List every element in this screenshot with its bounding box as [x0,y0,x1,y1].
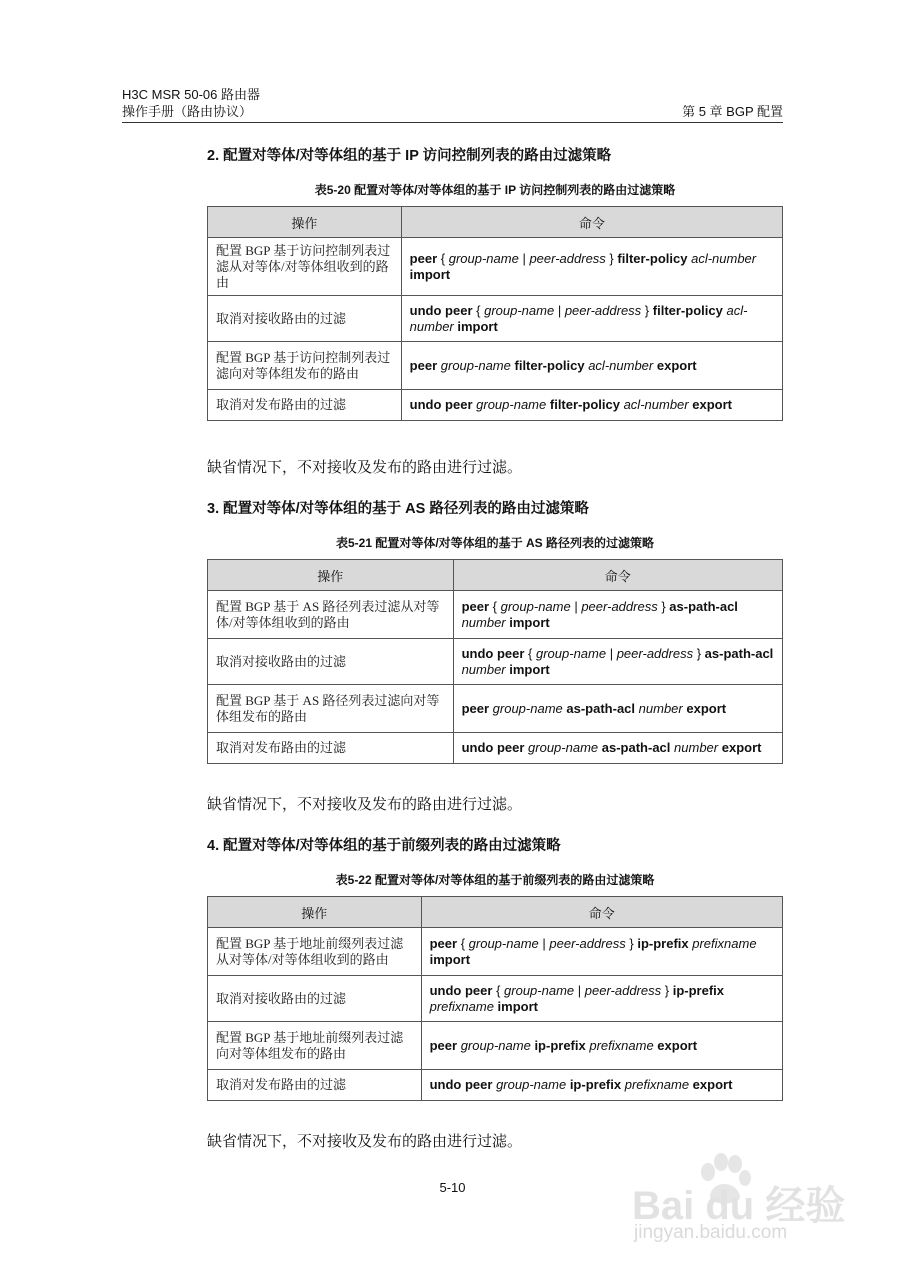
table-caption: 表5-20 配置对等体/对等体组的基于 IP 访问控制列表的路由过滤策略 [314,183,676,197]
command-cell [453,639,782,685]
command-cell [421,1022,782,1070]
command-argument: group-name [535,645,607,661]
command-keyword: filter-policy [514,357,585,373]
operation-cell: 取消对发布路由的过滤 [208,733,454,764]
product-name: H3C MSR 50-06 路由器 [122,87,260,102]
command-punctuation: | [538,935,550,951]
command-keyword: import [497,998,538,1014]
column-header-command: 命令 [453,560,782,591]
command-keyword: peer [409,250,438,266]
command-argument: peer-address [529,250,606,266]
command-punctuation: { [457,935,469,951]
command-argument: group-name [460,1037,531,1053]
operation-cell: 配置 BGP 基于 AS 路径列表过滤向对等体组发布的路由 [208,685,454,733]
command-argument: group-name [496,1077,567,1092]
operation-cell: 取消对接收路由的过滤 [208,976,422,1022]
command-keyword: import [509,661,550,677]
command-argument: group-name [468,935,539,951]
command-keyword: import [457,318,498,334]
default-note: 缺省情况下，不对接收及发布的路由进行过滤。 [207,797,523,813]
command-keyword: undo peer [429,982,493,998]
command-cell [421,1070,782,1101]
section-ip-prefix [207,834,783,1101]
command-punctuation: } [625,935,638,951]
column-header-command: 命令 [401,207,782,238]
command-cell [453,591,782,639]
operation-cell: 取消对发布路由的过滤 [208,1070,422,1101]
default-note: 缺省情况下，不对接收及发布的路由进行过滤。 [207,460,523,476]
command-argument: acl-number [691,250,757,266]
command-punctuation: } [693,645,705,661]
command-cell [421,928,782,976]
table-row [208,976,783,1022]
table-caption: 表5-22 配置对等体/对等体组的基于前缀列表的路由过滤策略 [335,873,655,887]
table-row [208,1070,783,1101]
command-argument: acl-number [588,357,654,373]
command-cell [401,342,782,390]
operation-cell: 配置 BGP 基于访问控制列表过滤从对等体/对等体组收到的路由 [208,238,402,296]
command-punctuation: } [661,982,673,998]
column-header-operation: 操作 [208,897,422,928]
default-note: 缺省情况下，不对接收及发布的路由进行过滤。 [207,1134,523,1150]
command-argument: number [461,614,506,630]
command-keyword: as-path-acl [704,645,774,661]
command-argument: acl-number [409,302,748,334]
command-argument: peer-address [581,598,658,614]
watermark-brand: Bai du 经验 [632,1184,846,1228]
command-keyword: peer [429,935,458,951]
command-punctuation: { [524,645,536,661]
command-keyword: export [692,397,732,412]
command-table [207,896,783,1101]
command-keyword: import [509,614,550,630]
table-row [208,296,783,342]
table-header-row [208,207,783,238]
command-argument: prefixname [624,1077,690,1092]
table-row [208,733,783,764]
section-title: 4. 配置对等体/对等体组的基于前缀列表的路由过滤策略 [207,838,561,854]
command-keyword: undo peer [461,740,525,755]
table-row [208,928,783,976]
section-title: 2. 配置对等体/对等体组的基于 IP 访问控制列表的路由过滤策略 [207,148,612,164]
command-keyword: ip-prefix [569,1077,622,1092]
command-argument: number [638,700,683,716]
table-caption: 表5-21 配置对等体/对等体组的基于 AS 路径列表的过滤策略 [335,536,655,550]
operation-cell: 配置 BGP 基于地址前缀列表过滤向对等体组发布的路由 [208,1022,422,1070]
column-header-operation: 操作 [208,560,454,591]
command-punctuation: { [437,250,449,266]
command-punctuation: } [657,598,670,614]
command-punctuation: | [554,302,565,318]
command-cell [421,976,782,1022]
command-argument: prefixname [589,1037,654,1053]
column-header-command: 命令 [421,897,782,928]
command-keyword: ip-prefix [672,982,724,998]
operation-cell: 配置 BGP 基于访问控制列表过滤向对等体组发布的路由 [208,342,402,390]
table-row [208,342,783,390]
command-punctuation: | [570,598,582,614]
command-cell [401,296,782,342]
command-argument: peer-address [549,935,626,951]
header-rule [122,122,783,123]
command-punctuation: } [605,250,618,266]
table-row [208,1022,783,1070]
watermark-url: jingyan.baidu.com [634,1222,788,1243]
operation-cell: 取消对接收路由的过滤 [208,296,402,342]
command-punctuation: | [574,982,585,998]
command-cell [453,685,782,733]
command-punctuation: | [606,645,617,661]
operation-cell: 取消对接收路由的过滤 [208,639,454,685]
page-header [122,86,783,120]
manual-name: 操作手册（路由协议） [122,104,253,119]
table-row [208,238,783,296]
operation-cell: 取消对发布路由的过滤 [208,390,402,421]
table-header-row [208,560,783,591]
baidu-jingyan-watermark [632,1150,847,1260]
command-argument: acl-number [623,397,689,412]
command-cell [453,733,782,764]
command-keyword: peer [461,598,490,614]
command-argument: peer-address [584,982,662,998]
command-keyword: export [657,1037,698,1053]
command-keyword: ip-prefix [637,935,689,951]
command-argument: number [674,740,719,755]
command-argument: group-name [476,397,547,412]
command-keyword: undo peer [429,1077,493,1092]
command-argument: group-name [528,740,599,755]
command-keyword: export [656,357,697,373]
command-keyword: filter-policy [652,302,723,318]
command-keyword: peer [409,357,438,373]
table-row [208,390,783,421]
column-header-operation: 操作 [208,207,402,238]
command-cell [401,238,782,296]
command-argument: group-name [448,250,519,266]
command-keyword: export [721,740,762,755]
command-cell [401,390,782,421]
page-number: 5-10 [439,1180,466,1195]
command-keyword: filter-policy [549,397,620,412]
command-keyword: as-path-acl [669,598,738,614]
command-argument: number [461,661,506,677]
command-argument: group-name [484,302,555,318]
command-punctuation: { [472,302,485,318]
command-keyword: undo peer [461,645,525,661]
command-keyword: export [686,700,727,716]
operation-cell: 配置 BGP 基于地址前缀列表过滤从对等体/对等体组收到的路由 [208,928,422,976]
command-argument: group-name [500,598,571,614]
command-keyword: as-path-acl [601,740,671,755]
command-keyword: undo peer [409,397,473,412]
command-argument: prefixname [429,998,494,1014]
table-row [208,685,783,733]
section-title: 3. 配置对等体/对等体组的基于 AS 路径列表的路由过滤策略 [207,501,589,517]
section-ip-acl [207,144,783,421]
command-keyword: import [429,951,471,967]
command-keyword: as-path-acl [566,700,636,716]
command-table [207,559,783,764]
command-keyword: undo peer [409,302,473,318]
command-keyword: filter-policy [617,250,688,266]
command-punctuation: { [492,982,505,998]
command-argument: group-name [440,357,511,373]
command-keyword: peer [429,1037,458,1053]
command-punctuation: | [518,250,530,266]
command-argument: peer-address [564,302,642,318]
table-header-row [208,897,783,928]
operation-cell: 配置 BGP 基于 AS 路径列表过滤从对等体/对等体组收到的路由 [208,591,454,639]
command-punctuation: { [489,598,501,614]
command-keyword: ip-prefix [534,1037,586,1053]
command-punctuation: } [641,302,653,318]
chapter-title: 第 5 章 BGP 配置 [682,104,783,119]
section-as-path [207,497,783,764]
command-argument: group-name [492,700,563,716]
table-row [208,591,783,639]
command-keyword: import [409,266,451,282]
command-argument: group-name [504,982,575,998]
command-argument: peer-address [616,645,694,661]
command-keyword: export [692,1077,733,1092]
command-table [207,206,783,421]
table-row [208,639,783,685]
command-keyword: peer [461,700,490,716]
command-argument: prefixname [692,935,757,951]
